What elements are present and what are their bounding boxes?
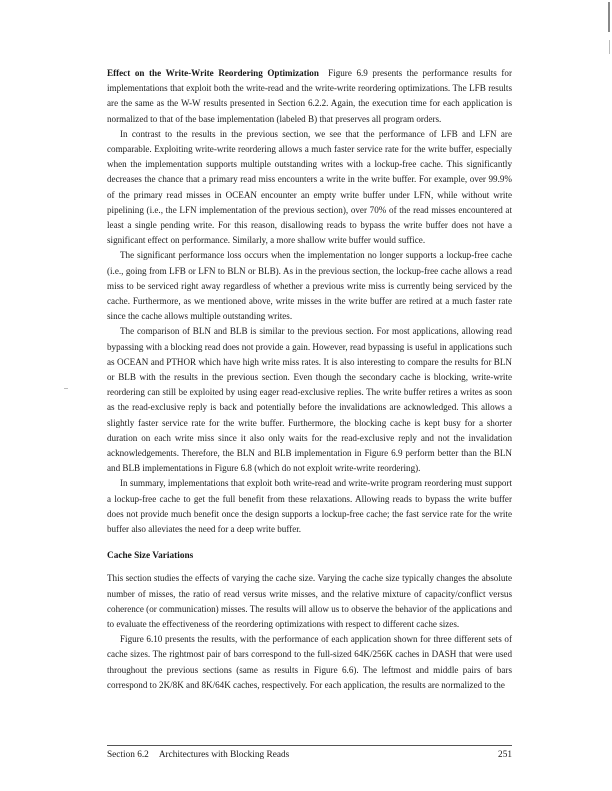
paragraph-text: Figure 6.9 presents the performance results for implementations that exploit both the write-read and the write-write reordering optimizations. The LFB results are the same as the W-W results presented in Section 6.2.2. Again, the execution time for each application is normalized to that of the base implementation (labeled B) that preserves all program orders.	[107, 68, 513, 124]
footer-section-title: Architectures with Blocking Reads	[158, 750, 290, 760]
paragraph: The comparison of BLN and BLB is similar to the previous section. For most applications, allowing read bypassing with a blocking read does not provide a gain. However, read bypassing is useful in applications such as OCEAN and PTHOR which have high write miss rates. It is also interesting to compare the results for BLN or BLB with the results in the previous section. Even though the secondary cache is blocking, write-write reordering can still be exploited by using eager read-exclusive replies. The write buffer retires a writes as soon as the read-exclusive reply is back and potentially before the invalidations are acknowledged. This allows a slightly faster service rate for the write buffer. Furthermore, the blocking cache is kept busy for a shorter duration on each write miss since it also only waits for the read-exclusive reply and not the invalidation acknowledgements. Therefore, the BLN and BLB implementation in Figure 6.9 perform better than the BLN and BLB implementations in Figure 6.8 (which do not exploit write-write reordering).	[107, 326, 512, 474]
paragraph: Figure 6.10 presents the results, with the performance of each application shown for three different sets of cache sizes. The rightmost pair of bars correspond to the full-sized 64K/256K caches in DASH that were used throughout the previous sections (same as results in Figure 6.6). The leftmost and middle pairs of bars correspond to 2K/8K and 8K/64K caches, respectively. For each application, the results are normalized to the	[107, 634, 512, 690]
paragraph	[107, 66, 512, 127]
footer-section	[107, 750, 289, 760]
section-heading: Cache Size Variations	[107, 551, 194, 562]
scan-artifact	[609, 40, 610, 54]
scan-artifact	[64, 388, 68, 389]
scan-artifact	[608, 2, 610, 32]
page-footer	[107, 745, 512, 760]
page-body	[107, 66, 512, 693]
page-number: 251	[498, 750, 512, 760]
paragraph: The significant performance loss occurs when the implementation no longer supports a lockup-free cache (i.e., going from LFB or LFN to BLN or BLB). As in the previous section, the lockup-free cache allows a read miss to be serviced right away regardless of whether a previous write miss is currently being serviced by the cache. Furthermore, as we mentioned above, write misses in the write buffer are retired at a much faster rate since the cache allows multiple outstanding writes.	[107, 250, 512, 322]
paragraph: This section studies the effects of varying the cache size. Varying the cache size typically changes the absolute number of misses, the ratio of read versus write misses, and the relative mixture of capacity/conflict versus coherence (or communication) misses. The results will allow us to observe the behavior of the applications and to evaluate the effectiveness of the reordering optimizations with respect to different cache sizes.	[107, 573, 512, 629]
footer-section-number: Section 6.2	[107, 750, 149, 760]
paragraph: In contrast to the results in the previous section, we see that the performance of LFB and LFN are comparable. Exploiting write-write reordering allows a much faster service rate for the write buffer, especially when the implementation supports multiple outstanding writes with a lockup-free cache. This significantly decreases the chance that a primary read miss encounters a write in the write buffer. For example, over 99.9% of the primary read misses in OCEAN encounter an empty write buffer under LFN, while without write pipelining (i.e., the LFN implementation of the previous section), over 70% of the read misses encountered at least a single pending write. For this reason, disallowing reads to bypass the write buffer does not have a significant effect on performance. Similarly, a more shallow write buffer would suffice.	[107, 128, 512, 246]
paragraph: In summary, implementations that exploit both write-read and write-write program reordering must support a lockup-free cache to get the full benefit from these relaxations. Allowing reads to bypass the write buffer does not provide much benefit once the design supports a lockup-free cache; the fast service rate for the write buffer also alleviates the need for a deep write buffer.	[107, 478, 512, 535]
runin-heading: Effect on the Write-Write Reordering Optimization	[107, 68, 319, 78]
